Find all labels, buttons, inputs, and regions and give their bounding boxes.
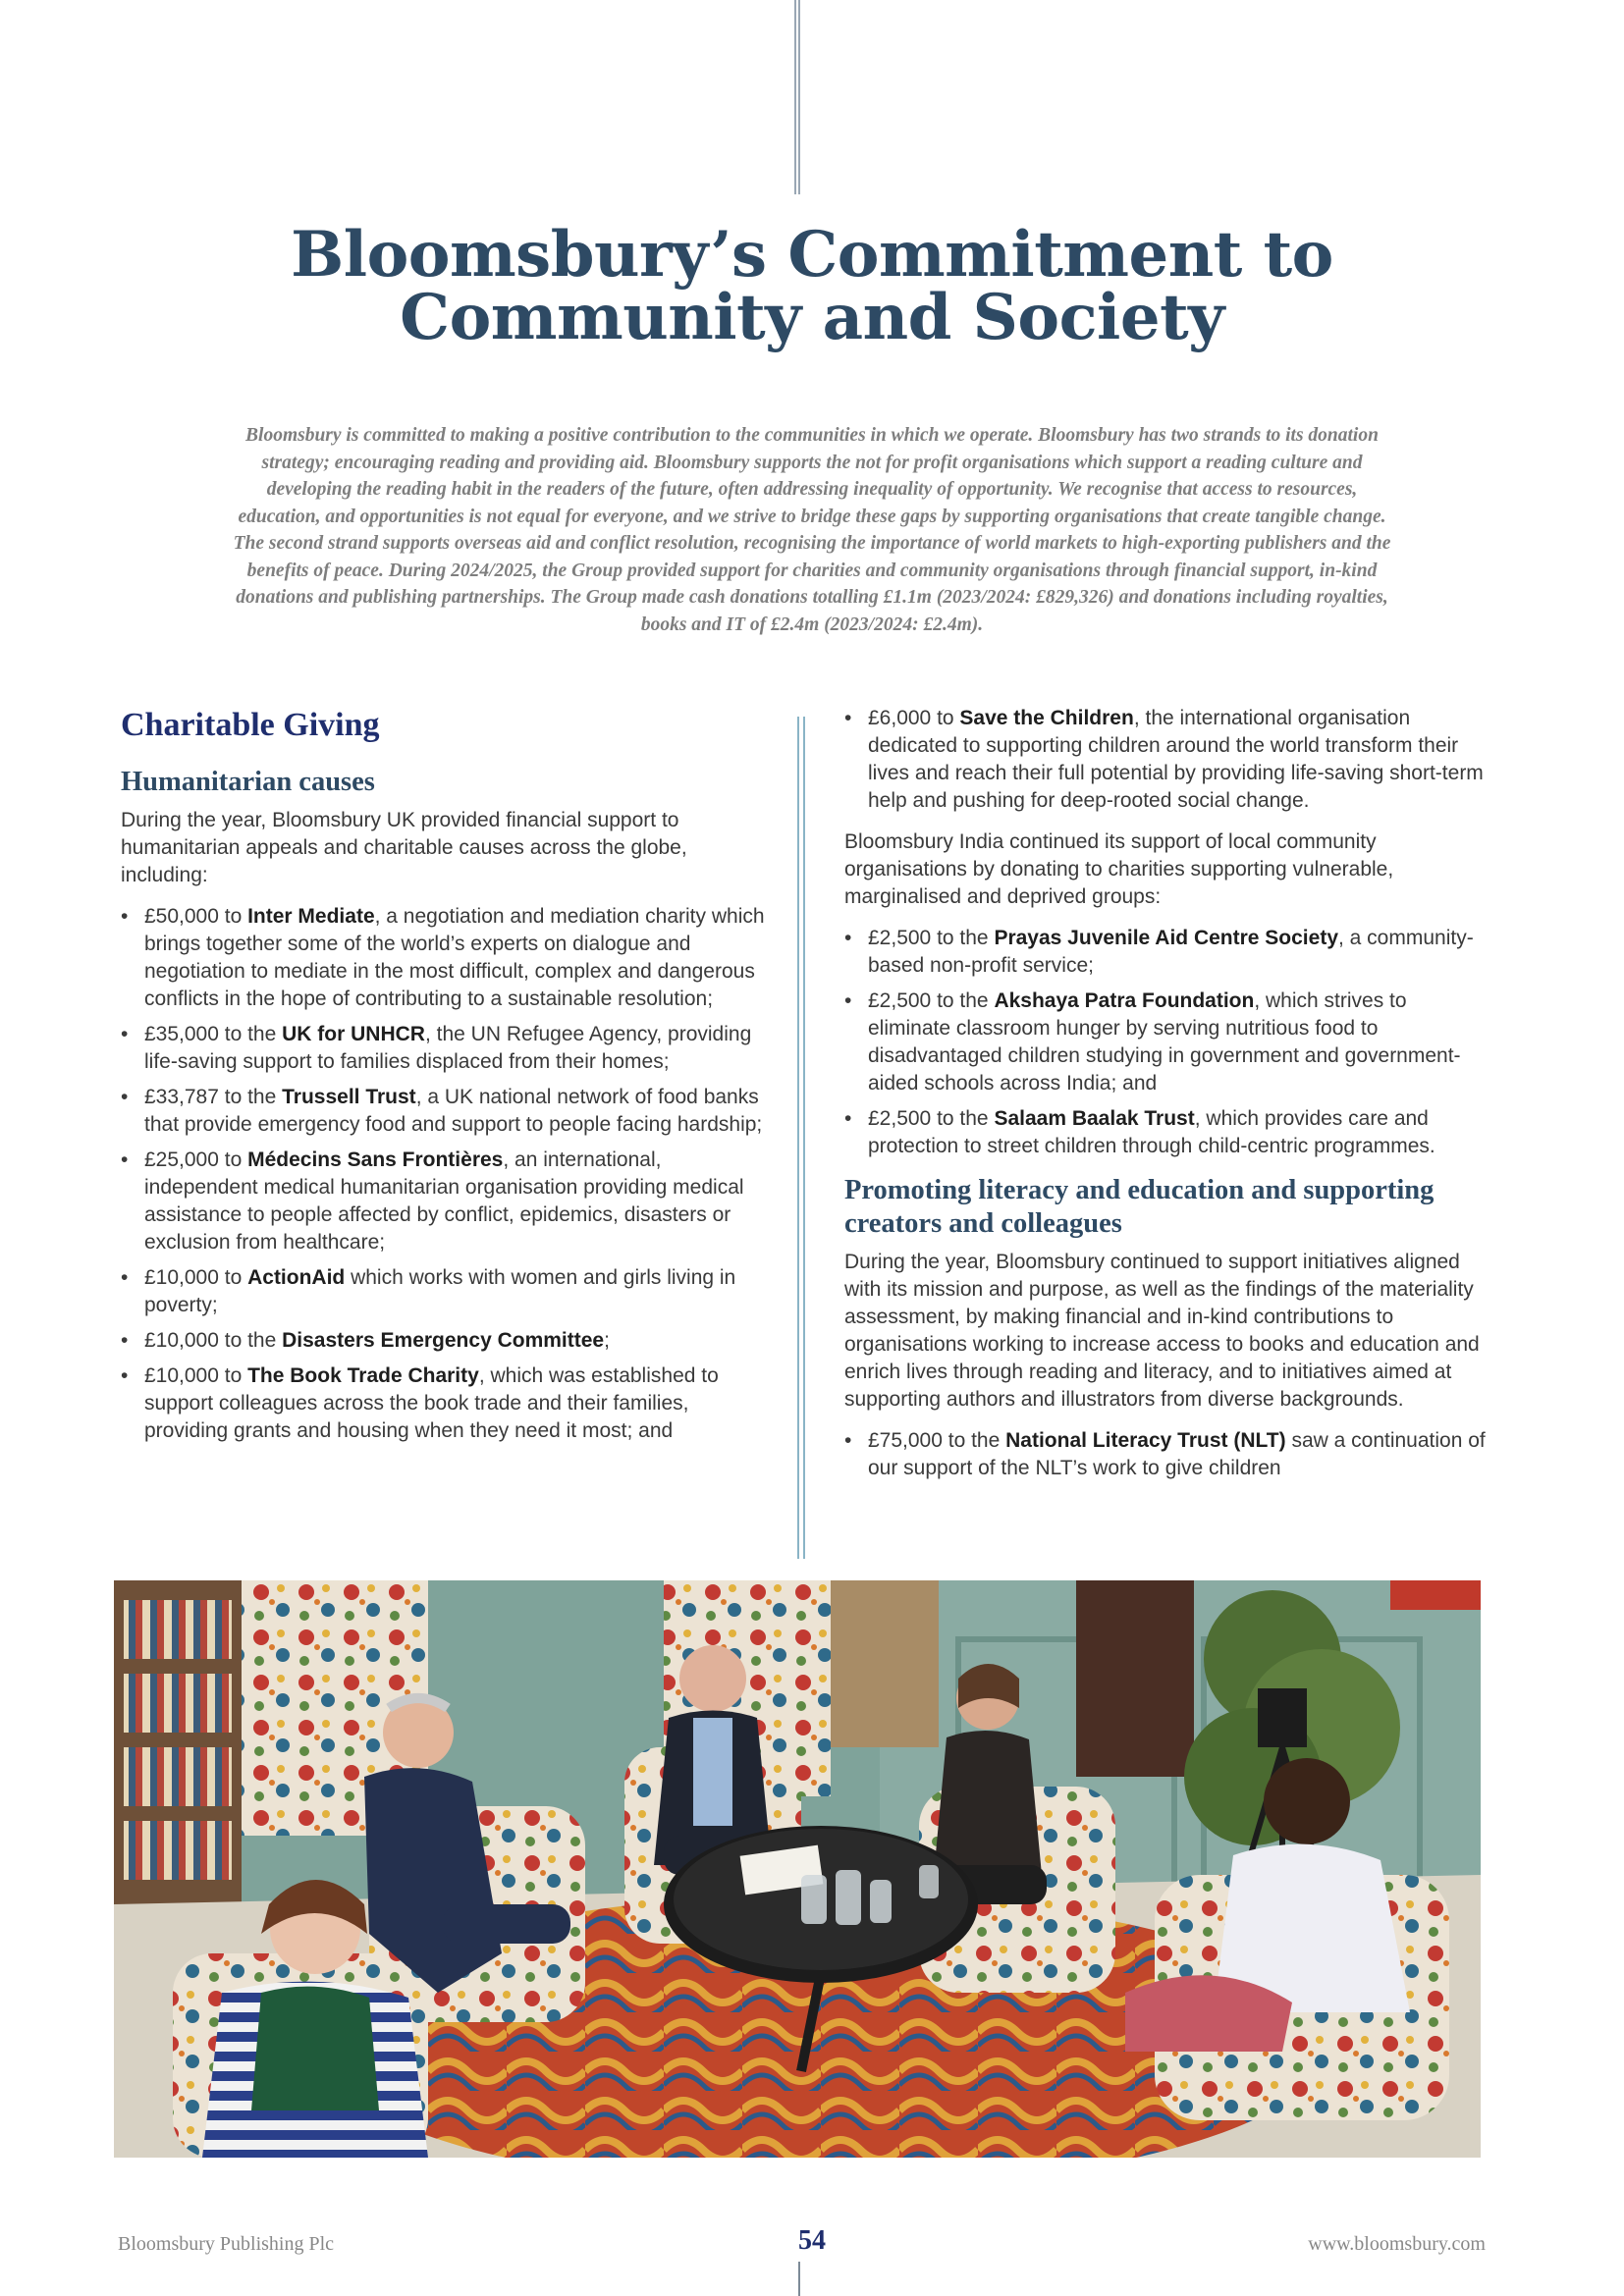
item-amount: £6,000 to: [868, 707, 960, 729]
section-heading-charitable-giving: Charitable Giving: [121, 707, 380, 743]
humanitarian-intro-paragraph: During the year, Bloomsbury UK provided financial support to humanitarian appeals and charitable causes across the globe, including:: [121, 809, 687, 886]
list-item: [121, 1362, 774, 1445]
item-amount: £10,000 to: [144, 1266, 248, 1289]
item-description: , which provides care and protection to street children through child-centric programmes.: [868, 1107, 1435, 1157]
subheading-promoting-literacy: Promoting literacy and education and supporting creators and colleagues: [844, 1175, 1435, 1239]
organisation-name: Akshaya Patra Foundation: [994, 989, 1255, 1012]
list-item: [121, 1264, 774, 1319]
item-description: , a negotiation and mediation charity which brings together some of the world’s experts on dialogue and negotiation to mediate in the most difficult, complex and dangerous conflicts in the hope of contributing to a sustainable resolution;: [144, 905, 765, 1010]
save-the-children-list: [844, 705, 1492, 815]
item-amount: £2,500 to the: [868, 1107, 995, 1130]
bottom-divider-line: [798, 2262, 800, 2296]
list-item: [121, 1147, 774, 1256]
page-number: 54: [798, 2225, 826, 2256]
list-item: [844, 1105, 1492, 1160]
top-divider-line: [794, 0, 800, 194]
item-description: , the international organisation dedicated to supporting children around the world transform their lives and reach their full potential by providing life-saving short-term help and pushing for deep-rooted social change.: [868, 707, 1484, 812]
list-item: [844, 988, 1492, 1097]
subheading-humanitarian-causes: Humanitarian causes: [121, 767, 375, 797]
item-description: saw a continuation of our support of the NLT’s work to give children: [868, 1429, 1486, 1479]
organisation-name: Salaam Baalak Trust: [994, 1107, 1195, 1130]
column-divider: [797, 717, 805, 1559]
list-item: [121, 1084, 774, 1139]
intro-paragraph: Bloomsbury is committed to making a positive contribution to the communities in which we operate. Bloomsbury has two strands to its donation strategy; encouraging reading and providing aid. Bloomsbury supports the not for profit organisations which support a reading culture and developing the reading habit in the readers of the future, often addressing inequality of opportunity. We recognise that access to resources, education, and opportunities is not equal for everyone, and we strive to bridge these gaps by supporting organisations that create tangible change. The second strand supports overseas aid and conflict resolution, recognising the importance of world markets to high-exporting publishers and the benefits of peace. During 2024/2025, the Group provided support for charities and community organisations through financial support, in-kind donations and publishing partnerships. The Group made cash donations totalling £1.1m (2023/2024: £829,326) and donations including royalties, books and IT of £2.4m (2023/2024: £2.4m).: [233, 425, 1391, 635]
item-description: , which strives to eliminate classroom hunger by serving nutritious food to disadvantaged children studying in government and government-aided schools across India; and: [868, 989, 1461, 1095]
item-amount: £2,500 to the: [868, 927, 995, 949]
list-item: [844, 705, 1492, 815]
item-description: , a community-based non-profit service;: [868, 927, 1474, 977]
page-title: Bloomsbury’s Commitment to Community and Society: [291, 218, 1333, 354]
list-item: [121, 903, 774, 1013]
humanitarian-donations-list: [121, 903, 774, 1445]
list-item: [844, 925, 1492, 980]
footer-company-name: Bloomsbury Publishing Plc: [118, 2233, 335, 2255]
organisation-name: Médecins Sans Frontières: [247, 1148, 504, 1171]
item-amount: £35,000 to the: [144, 1023, 283, 1045]
literacy-paragraph: During the year, Bloomsbury continued to support initiatives aligned with its mission and purpose, as well as the findings of the materiality assessment, by making financial and in-kind contributions to organisations working to increase access to books and education and enrich lives through reading and literacy, and to initiatives aimed at supporting authors and illustrators from diverse backgrounds.: [844, 1251, 1480, 1411]
item-description: ;: [604, 1329, 610, 1352]
organisation-name: National Literacy Trust (NLT): [1005, 1429, 1286, 1452]
india-intro-paragraph: Bloomsbury India continued its support of local community organisations by donating to charities supporting vulnerable, marginalised and deprived groups:: [844, 830, 1394, 908]
item-amount: £33,787 to the: [144, 1086, 283, 1108]
item-amount: £10,000 to the: [144, 1329, 283, 1352]
item-amount: £10,000 to: [144, 1364, 248, 1387]
organisation-name: Inter Mediate: [247, 905, 375, 928]
footer-website-link[interactable]: www.bloomsbury.com: [1308, 2233, 1486, 2255]
item-amount: £75,000 to the: [868, 1429, 1006, 1452]
organisation-name: Trussell Trust: [282, 1086, 416, 1108]
list-item: [121, 1021, 774, 1076]
organisation-name: Prayas Juvenile Aid Centre Society: [994, 927, 1338, 949]
item-amount: £25,000 to: [144, 1148, 248, 1171]
left-column: [121, 705, 774, 1459]
right-column: [844, 705, 1492, 1496]
photo-illustration: [114, 1580, 1481, 2158]
organisation-name: The Book Trade Charity: [247, 1364, 479, 1387]
item-amount: £50,000 to: [144, 905, 248, 928]
group-discussion-photo: [114, 1580, 1481, 2158]
list-item: [121, 1327, 774, 1355]
item-description: which works with women and girls living in poverty;: [144, 1266, 736, 1316]
item-description: , which was established to support colleagues across the book trade and their families, providing grants and housing when they need it most; and: [144, 1364, 719, 1442]
literacy-donations-list: [844, 1427, 1492, 1482]
item-amount: £2,500 to the: [868, 989, 995, 1012]
organisation-name: ActionAid: [247, 1266, 346, 1289]
item-description: , a UK national network of food banks that provide emergency food and support to people facing hardship;: [144, 1086, 763, 1136]
organisation-name: Disasters Emergency Committee: [282, 1329, 605, 1352]
india-donations-list: [844, 925, 1492, 1160]
item-description: , the UN Refugee Agency, providing life-saving support to families displaced from their homes;: [144, 1023, 752, 1073]
organisation-name: Save the Children: [959, 707, 1134, 729]
item-description: , an international, independent medical humanitarian organisation providing medical assistance to people affected by conflict, epidemics, disasters or exclusion from healthcare;: [144, 1148, 744, 1254]
list-item: [844, 1427, 1492, 1482]
organisation-name: UK for UNHCR: [282, 1023, 425, 1045]
